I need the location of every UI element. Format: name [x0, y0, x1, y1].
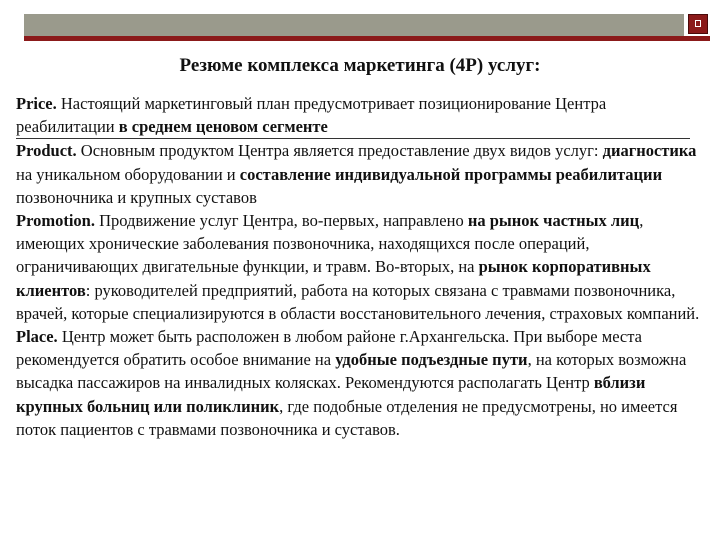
place-emphasis-1: удобные подъездные пути [335, 350, 528, 370]
slide-body [16, 92, 712, 441]
product-text-3: позвоночника и крупных суставов [16, 187, 257, 207]
promotion-emphasis-2: рынок корпоративных клиентов [16, 257, 651, 300]
price-emphasis-1: в среднем ценовом сегменте [118, 117, 328, 137]
product-text-2: на уникальном оборудовании и [16, 164, 240, 184]
price-label: Price. [16, 94, 57, 113]
product-label: Product. [16, 141, 77, 161]
place-label: Place. [16, 327, 58, 347]
price-underline [16, 92, 690, 139]
product-emphasis-1: диагностика [602, 141, 697, 161]
place-text-2: , на которых возможна высадка пассажиров на инвалидных колясках. Рекомендуются располагать Центр [16, 350, 687, 393]
price-text-1: Настоящий маркетинговый план предусмотривает позиционирование Центра реабилитации [16, 94, 607, 137]
header-accent-line [24, 36, 710, 41]
price-paragraph [16, 92, 712, 139]
corner-square-icon [688, 14, 708, 34]
place-text-3: , где подобные отделения не предусмотрены, но имеется поток пациентов с травмами позвоночника и суставов. [16, 396, 678, 439]
header-bar [24, 14, 684, 36]
promotion-paragraph [16, 209, 712, 325]
promotion-text-1: Продвижение услуг Центра, во-первых, направлено [94, 211, 468, 231]
product-paragraph [16, 139, 712, 209]
slide-title: Резюме комплекса маркетинга (4P) услуг: [179, 55, 541, 76]
promotion-text-3: : руководителей предприятий, работа на которых связана с травмами позвоночника, врачей, которые специализируются в области восстановительного лечения, страховых компаний. [16, 280, 700, 323]
product-emphasis-2: составление индивидуальной программы реабилитации [239, 164, 663, 184]
place-paragraph [16, 325, 712, 441]
promotion-text-2: , имеющих хронические заболевания позвоночника, находящихся после операций, ограничивающих двигательные функции, и травм. Во-вторых, на [16, 211, 644, 277]
promotion-label: Promotion. [16, 211, 95, 231]
place-text-1: Центр может быть расположен в любом районе г.Архангельска. При выборе места рекомендуется обратить особое внимание на [16, 327, 642, 370]
promotion-emphasis-1: на рынок частных лиц [467, 211, 640, 231]
product-text-1: Основным продуктом Центра является предоставление двух видов услуг: [76, 141, 603, 161]
place-emphasis-2: вблизи крупных больниц или поликлиник [16, 373, 646, 416]
